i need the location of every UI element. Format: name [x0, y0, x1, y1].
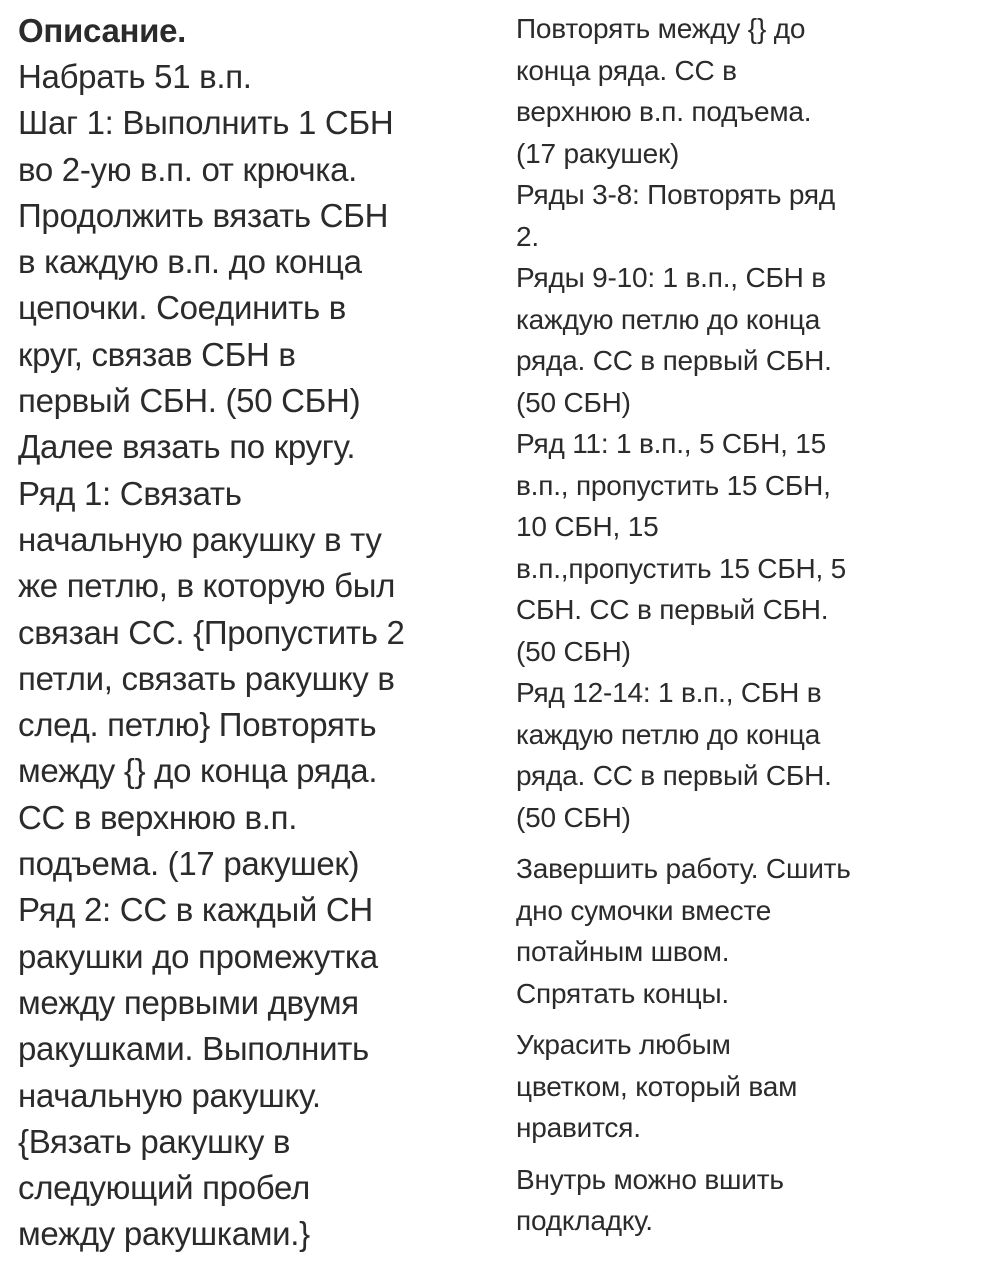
text-line: (17 ракушек) — [516, 137, 680, 169]
text-line: Украсить любым — [516, 1029, 731, 1060]
text-line: нравится. — [516, 1112, 641, 1143]
text-line: круг, связав СБН в — [18, 335, 296, 373]
text-line: ракушками. Выполнить — [18, 1030, 369, 1068]
text-line: подкладку. — [516, 1205, 653, 1236]
paragraph-gap — [516, 1014, 976, 1024]
text-line: (50 СБН) — [516, 801, 631, 833]
paragraph-gap — [516, 838, 976, 848]
text-line: между {} до конца ряда. — [18, 752, 378, 790]
text-line: ряда. СС в первый СБН. — [516, 345, 832, 376]
text-line: петли, связать ракушку в — [18, 659, 395, 697]
text-line: СБН. СС в первый СБН. — [516, 594, 829, 625]
text-line: Ряд 12-14: 1 в.п., СБН в — [516, 677, 822, 708]
text-line: (50 СБН) — [516, 386, 631, 418]
text-line: Ряд 11: 1 в.п., 5 СБН, 15 — [516, 428, 827, 459]
decoration-block — [516, 1024, 976, 1149]
text-line: цветком, который вам — [516, 1070, 798, 1102]
text-line: во 2-ую в.п. от крючка. — [18, 150, 358, 188]
text-line: потайным швом. — [516, 936, 730, 967]
text-line: след. петлю} Повторять — [18, 706, 377, 744]
text-line: 2. — [516, 220, 539, 252]
text-line: 10 СБН, 15 — [516, 511, 659, 542]
paragraph-gap — [516, 1149, 976, 1159]
text-line: каждую петлю до конца — [516, 718, 821, 750]
text-line: подъема. (17 ракушек) — [18, 845, 360, 883]
text-line: между ракушками.} — [18, 1215, 310, 1253]
text-line: СС в верхнюю в.п. — [18, 798, 298, 836]
text-line: конца ряда. СС в — [516, 54, 737, 86]
text-line: Набрать 51 в.п. — [18, 58, 252, 95]
text-line: в.п.,пропустить 15 СБН, 5 — [516, 552, 847, 584]
text-line: Внутрь можно вшить — [516, 1163, 784, 1195]
text-line: начальную ракушку в ту — [18, 520, 382, 558]
text-line: первый СБН. (50 СБН) — [18, 382, 361, 420]
text-line: же петлю, в которую был — [18, 567, 396, 605]
text-line: Завершить работу. Сшить — [516, 853, 851, 884]
text-line: Далее вязать по кругу. — [18, 428, 356, 466]
text-line: в.п., пропустить 15 СБН, — [516, 469, 831, 501]
right-column — [516, 8, 976, 1242]
text-line: между первыми двумя — [18, 983, 359, 1021]
text-line: Повторять между {} до — [516, 13, 806, 44]
finishing-block — [516, 848, 976, 1014]
text-line: Ряды 3-8: Повторять ряд — [516, 179, 835, 210]
lining-block — [516, 1159, 976, 1242]
text-line: Ряд 2: СС в каждый СН — [18, 891, 373, 929]
text-line: дно сумочки вместе — [516, 894, 772, 926]
text-line: Шаг 1: Выполнить 1 СБН — [18, 104, 394, 142]
text-line: Продолжить вязать СБН — [18, 196, 389, 234]
left-column — [18, 8, 498, 1258]
rows-instructions-block — [516, 8, 976, 838]
text-line: (50 СБН) — [516, 635, 631, 667]
text-line: Ряды 9-10: 1 в.п., СБН в — [516, 262, 826, 293]
text-line: начальную ракушку. — [18, 1076, 321, 1114]
text-line: ракушки до промежутка — [18, 937, 378, 975]
text-line: Ряд 1: Связать — [18, 474, 242, 512]
description-heading: Описание. — [18, 12, 187, 49]
text-line: следующий пробел — [18, 1169, 310, 1207]
text-line: связан СС. {Пропустить 2 — [18, 613, 405, 651]
text-line: цепочки. Соединить в — [18, 289, 346, 327]
text-line: ряда. СС в первый СБН. — [516, 760, 832, 791]
text-line: {Вязать ракушку в — [18, 1122, 291, 1160]
text-line: верхнюю в.п. подъема. — [516, 96, 812, 127]
text-line: в каждую в.п. до конца — [18, 243, 362, 281]
text-line: каждую петлю до конца — [516, 303, 821, 335]
text-line: Спрятать концы. — [516, 977, 730, 1009]
